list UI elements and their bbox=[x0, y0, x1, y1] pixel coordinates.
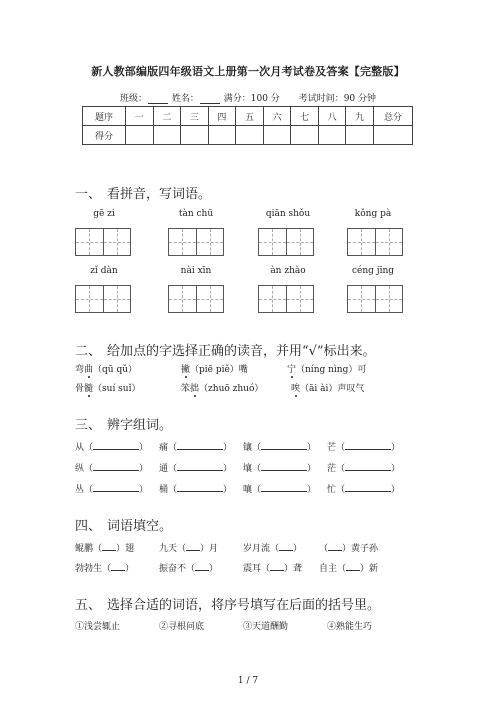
time-label: 考试时间：90 分钟 bbox=[298, 94, 377, 104]
header-cell: 四 bbox=[208, 107, 236, 126]
score-table bbox=[82, 106, 413, 145]
writing-grid-row-1 bbox=[75, 228, 415, 258]
fill-blank-item[interactable]: 九天（ ）月 bbox=[159, 544, 219, 554]
pronunciation-item[interactable]: 骨髓（suí suǐ） bbox=[75, 384, 141, 394]
word-group-item[interactable]: 通（ ） bbox=[159, 464, 233, 474]
header-cell: 九 bbox=[346, 107, 374, 126]
writing-grid-row-2 bbox=[75, 285, 415, 315]
pinyin-label: àn zhào bbox=[270, 266, 306, 276]
writing-grid[interactable] bbox=[168, 285, 224, 313]
writing-grid[interactable] bbox=[75, 285, 131, 313]
score-label: 满分：100 分 bbox=[223, 94, 280, 104]
word-option: ③天道酬勤 bbox=[243, 622, 289, 632]
pinyin-label: zǐ dàn bbox=[90, 266, 118, 276]
writing-grid[interactable] bbox=[347, 228, 403, 256]
pinyin-row-1 bbox=[75, 209, 415, 223]
word-group-item[interactable]: 茫（ ） bbox=[327, 464, 401, 474]
name-blank bbox=[200, 94, 220, 104]
header-cell: 五 bbox=[236, 107, 264, 126]
fill-blank-item[interactable]: 自主（ ）新 bbox=[319, 564, 379, 574]
word-option: ②寻根问底 bbox=[159, 622, 205, 632]
pinyin-label: tàn chū bbox=[178, 209, 214, 219]
header-cell: 三 bbox=[181, 107, 209, 126]
header-cell: 一 bbox=[126, 107, 154, 126]
section-3-heading bbox=[75, 414, 172, 433]
word-group-item[interactable]: 芒（ ） bbox=[327, 443, 401, 453]
word-group-row-1 bbox=[75, 440, 415, 452]
writing-grid[interactable] bbox=[347, 285, 403, 313]
pronunciation-item[interactable]: 笨拙（zhuō zhuó） bbox=[181, 384, 264, 394]
fill-blank-item[interactable]: （ ）黄子孙 bbox=[319, 544, 379, 554]
writing-grid[interactable] bbox=[168, 228, 224, 256]
section-5-heading bbox=[75, 594, 380, 613]
score-cell[interactable] bbox=[346, 126, 374, 145]
word-group-item[interactable]: 丛（ ） bbox=[75, 485, 149, 495]
row-label-cell: 得分 bbox=[83, 126, 126, 145]
header-cell: 七 bbox=[291, 107, 319, 126]
section-text: 选择合适的词语，将序号填写在后面的括号里。 bbox=[107, 598, 381, 613]
pinyin-label: qiān shǒu bbox=[265, 209, 311, 219]
word-group-item[interactable]: 痛（ ） bbox=[159, 443, 233, 453]
score-cell[interactable] bbox=[208, 126, 236, 145]
name-label: 姓名： bbox=[171, 94, 199, 104]
pronunciation-item[interactable]: 撇（piē piě）嘴 bbox=[181, 365, 248, 375]
score-cell[interactable] bbox=[374, 126, 413, 145]
section-4-heading bbox=[75, 515, 172, 534]
fill-blank-item[interactable]: 振奋不（ ） bbox=[159, 564, 219, 574]
score-header-row bbox=[83, 107, 413, 126]
word-group-item[interactable]: 纵（ ） bbox=[75, 464, 149, 474]
section-number: 四、 bbox=[75, 519, 102, 534]
header-cell: 二 bbox=[153, 107, 181, 126]
pronunciation-item[interactable]: 唉（āi ài）声叹气 bbox=[291, 384, 365, 394]
header-cell: 总分 bbox=[374, 107, 413, 126]
pinyin-row-2 bbox=[75, 266, 415, 280]
score-cell[interactable] bbox=[263, 126, 291, 145]
word-group-item[interactable]: 嚷（ ） bbox=[243, 485, 317, 495]
fill-blank-row-2 bbox=[75, 561, 415, 573]
pronunciation-row-2 bbox=[75, 381, 415, 393]
word-group-item[interactable]: 镶（ ） bbox=[243, 443, 317, 453]
section-number: 二、 bbox=[75, 344, 102, 359]
word-option: ④熟能生巧 bbox=[327, 622, 373, 632]
word-group-item[interactable]: 壤（ ） bbox=[243, 464, 317, 474]
fill-blank-item[interactable]: 岁月流（ ） bbox=[243, 544, 303, 554]
score-cell[interactable] bbox=[181, 126, 209, 145]
word-options-row bbox=[75, 619, 415, 631]
score-cell[interactable] bbox=[236, 126, 264, 145]
section-number: 五、 bbox=[75, 598, 102, 613]
header-cell: 八 bbox=[318, 107, 346, 126]
header-cell: 题序 bbox=[83, 107, 126, 126]
score-cell[interactable] bbox=[153, 126, 181, 145]
word-group-row-2 bbox=[75, 461, 415, 473]
score-cell[interactable] bbox=[318, 126, 346, 145]
header-cell: 六 bbox=[263, 107, 291, 126]
pronunciation-row-1 bbox=[75, 362, 415, 374]
pronunciation-item[interactable]: 宁（níng nìng）可 bbox=[287, 365, 367, 375]
page-number: 1 / 7 bbox=[237, 676, 259, 686]
pinyin-label: céng jīng bbox=[351, 266, 395, 276]
section-text: 辨字组词。 bbox=[107, 418, 173, 433]
class-blank bbox=[148, 94, 168, 104]
pronunciation-item[interactable]: 弯曲（qū qǔ） bbox=[75, 365, 138, 375]
section-number: 三、 bbox=[75, 418, 102, 433]
fill-blank-item[interactable]: 勃勃生（ ） bbox=[75, 564, 135, 574]
pinyin-label: gē zi bbox=[93, 209, 115, 219]
exam-info bbox=[0, 91, 496, 104]
section-number: 一、 bbox=[75, 187, 102, 202]
fill-blank-row-1 bbox=[75, 541, 415, 553]
section-2-heading bbox=[75, 340, 376, 359]
score-value-row bbox=[83, 126, 413, 145]
fill-blank-item[interactable]: 鲲鹏（ ）翅 bbox=[75, 544, 135, 554]
word-option: ①浅尝辄止 bbox=[75, 622, 121, 632]
writing-grid[interactable] bbox=[75, 228, 131, 256]
section-1-heading bbox=[75, 183, 211, 202]
word-group-item[interactable]: 桶（ ） bbox=[159, 485, 233, 495]
section-text: 词语填空。 bbox=[107, 519, 173, 534]
word-group-item[interactable]: 忙（ ） bbox=[327, 485, 401, 495]
exam-title: 新人教部编版四年级语文上册第一次月考试卷及答案【完整版】 bbox=[91, 65, 405, 78]
pinyin-label: kǒng pà bbox=[354, 209, 392, 219]
pinyin-label: nài xīn bbox=[180, 266, 212, 276]
word-group-row-3 bbox=[75, 482, 415, 494]
section-text: 看拼音，写词语。 bbox=[107, 187, 212, 202]
writing-grid[interactable] bbox=[258, 228, 314, 256]
score-cell[interactable] bbox=[126, 126, 154, 145]
writing-grid[interactable] bbox=[258, 285, 314, 313]
word-group-item[interactable]: 从（ ） bbox=[75, 443, 149, 453]
fill-blank-item[interactable]: 震耳（ ）聋 bbox=[243, 564, 303, 574]
section-text: 给加点的字选择正确的读音，并用“√”标出来。 bbox=[107, 344, 376, 359]
score-cell[interactable] bbox=[291, 126, 319, 145]
class-label: 班级： bbox=[119, 94, 147, 104]
